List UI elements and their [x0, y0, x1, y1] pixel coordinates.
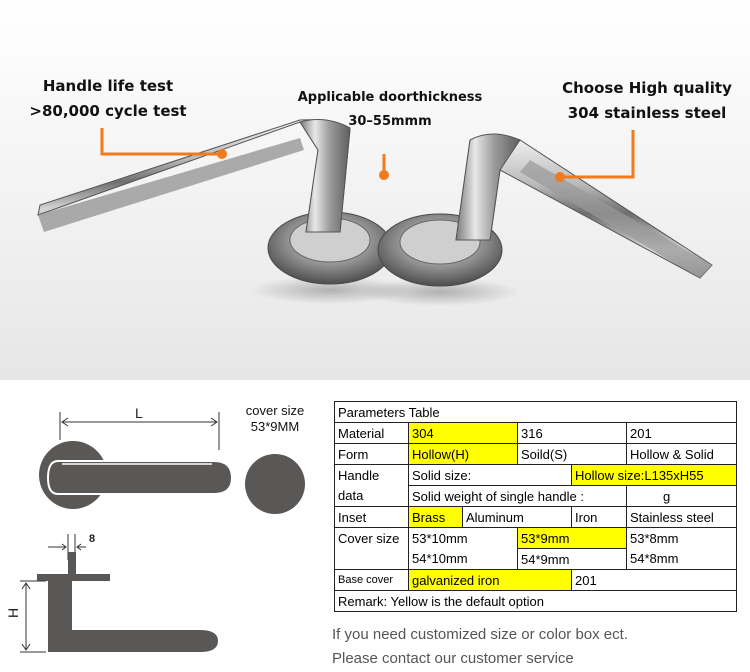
- remark-row: [335, 591, 737, 612]
- height-label: H: [5, 607, 21, 618]
- base-cover-label: Base cover: [335, 570, 409, 591]
- remark: Remark: Yellow is the default option: [335, 591, 737, 612]
- inset-option-stainless: Stainless steel: [627, 507, 737, 528]
- cover-size-row-label: Cover size: [335, 528, 409, 549]
- cover-size-54x8: 54*8mm: [627, 549, 737, 570]
- material-callout-title: Choose High quality: [562, 79, 732, 97]
- inset-option-aluminum: Aluminum: [463, 507, 572, 528]
- form-option-hollow: Hollow(H): [409, 444, 518, 465]
- cover-size-value: 53*9MM: [250, 419, 300, 434]
- material-option-304: 304: [409, 423, 518, 444]
- handle-side-view: [37, 552, 218, 652]
- material-row: [335, 423, 737, 444]
- form-label: Form: [335, 444, 409, 465]
- handle-data-label-2: data: [335, 486, 409, 507]
- inset-option-iron: Iron: [572, 507, 627, 528]
- handle-data-row-2: [335, 486, 737, 507]
- cover-size-53x9: 53*9mm: [518, 528, 627, 549]
- handle-data-label-1: Handle: [335, 465, 409, 486]
- cover-size-row-1: [335, 528, 737, 549]
- life-test-value: >80,000 cycle test: [29, 102, 187, 120]
- handle-data-row-1: [335, 465, 737, 486]
- form-option-hollow-solid: Hollow & Solid: [627, 444, 737, 465]
- inset-label: Inset: [335, 507, 409, 528]
- cover-size-54x9: 54*9mm: [518, 549, 627, 570]
- parameters-table: [334, 401, 737, 612]
- handle-top-view: [39, 441, 232, 509]
- life-test-callout: [8, 74, 208, 124]
- height-dimension: [20, 581, 46, 652]
- right-handle: [378, 134, 712, 286]
- right-callout-dot: [555, 172, 565, 182]
- material-callout-value: 304 stainless steel: [567, 104, 727, 122]
- cover-size-53x10: 53*10mm: [409, 528, 518, 549]
- door-thickness-value: 30–55mmm: [348, 114, 432, 129]
- material-label: Material: [335, 423, 409, 444]
- left-handle: [38, 120, 392, 284]
- base-cover-galvanized: galvanized iron: [409, 570, 572, 591]
- material-option-201: 201: [627, 423, 737, 444]
- material-callout: [552, 76, 742, 126]
- cover-size-53x8: 53*8mm: [627, 528, 737, 549]
- door-thickness-callout: [285, 86, 495, 134]
- center-callout-dot: [379, 170, 389, 180]
- left-callout-leader: [102, 128, 222, 154]
- hollow-size: Hollow size:L135xH55: [572, 465, 737, 486]
- base-cover-row: [335, 570, 737, 591]
- table-title: Parameters Table: [335, 402, 737, 423]
- cover-size-title: cover size: [245, 403, 305, 418]
- material-option-316: 316: [518, 423, 627, 444]
- table-title-row: [335, 402, 737, 423]
- weight-unit: g: [627, 486, 737, 507]
- base-cover-201: 201: [572, 570, 737, 591]
- cover-size-label: [236, 403, 314, 435]
- width-dimension: [48, 534, 86, 560]
- right-callout-leader: [560, 130, 633, 177]
- door-thickness-title: Applicable doorthickness: [297, 90, 483, 105]
- width-label: 8: [89, 533, 96, 545]
- inset-option-brass: Brass: [409, 507, 463, 528]
- left-callout-dot: [217, 149, 227, 159]
- cover-size-54x10: 54*10mm: [409, 549, 518, 570]
- length-label: L: [135, 405, 143, 421]
- form-row: [335, 444, 737, 465]
- cover-size-row-2: [335, 549, 737, 570]
- cover-size-row-label-blank: [335, 549, 409, 570]
- solid-size: Solid size:: [409, 465, 572, 486]
- form-option-solid: Soild(S): [518, 444, 627, 465]
- inset-row: [335, 507, 737, 528]
- footnote-contact: Please contact our customer service: [332, 650, 574, 667]
- solid-weight: Solid weight of single handle :: [409, 486, 627, 507]
- footnote-customization: If you need customized size or color box ect.: [332, 626, 628, 643]
- life-test-title: Handle life test: [42, 77, 174, 95]
- cover-circle: [245, 454, 305, 514]
